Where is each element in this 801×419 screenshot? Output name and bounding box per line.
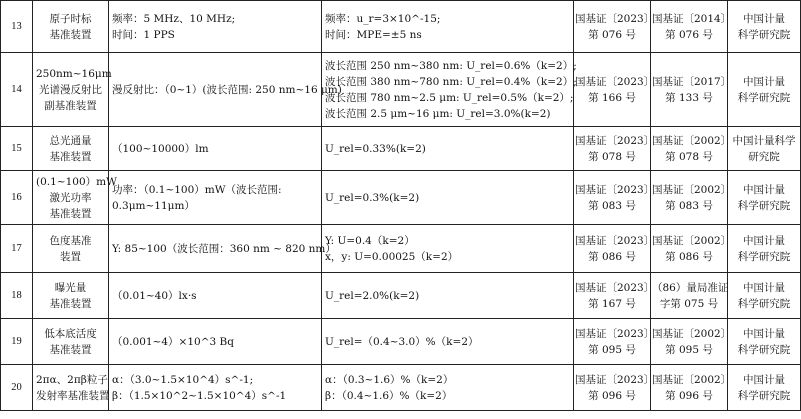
organization: 中国计量 科学研究院 xyxy=(728,171,801,225)
device-name: 2πα、2πβ粒子 发射率基准装置 xyxy=(33,365,109,411)
table-row xyxy=(1,273,801,319)
organization: 中国计量 科学研究院 xyxy=(728,53,801,127)
certificate-new: 国基证〔2023〕 第 083 号 xyxy=(574,171,651,225)
uncertainty: 波长范围 250 nm~380 nm: U_rel=0.6%（k=2）; 波长范围 380 nm~780 nm: U_rel=0.4%（k=2）; 波长范围 780 nm~2.5 μm: U_rel=0.5%（k=2）; 波长范围 2.5 μm~16 μm: U_rel=3.0%(k=2) xyxy=(322,53,574,127)
measurement-range: α：（3.0~1.5×10^4）s^-1; β：（1.5×10^2~1.5×10^4）s^-1 xyxy=(109,365,322,411)
device-name: 低本底活度 基准装置 xyxy=(33,319,109,365)
device-name: (0.1~100）mW 激光功率 基准装置 xyxy=(33,171,109,225)
row-number: 19 xyxy=(1,319,33,365)
uncertainty: α：（0.3~1.6）%（k=2） β：（0.4~1.6）%（k=2） xyxy=(322,365,574,411)
certificate-new: 国基证〔2023〕 第 078 号 xyxy=(574,127,651,171)
certificate-old: 国基证〔2002〕 第 083 号 xyxy=(651,171,728,225)
certificate-new: 国基证〔2023〕 第 166 号 xyxy=(574,53,651,127)
table-row xyxy=(1,53,801,127)
uncertainty: U_rel=（0.4~3.0）%（k=2） xyxy=(322,319,574,365)
device-name: 原子时标 基准装置 xyxy=(33,1,109,53)
certificate-old: 国基证〔2002〕 第 095 号 xyxy=(651,319,728,365)
row-number: 14 xyxy=(1,53,33,127)
organization: 中国计量科学 研究院 xyxy=(728,127,801,171)
uncertainty: U_rel=0.3%(k=2) xyxy=(322,171,574,225)
certificate-old: 国基证〔2014〕 第 076 号 xyxy=(651,1,728,53)
table-row xyxy=(1,319,801,365)
device-name: 250nm~16μm 光谱漫反射比 副基准装置 xyxy=(33,53,109,127)
row-number: 16 xyxy=(1,171,33,225)
measurement-range: Y: 85~100（波长范围：360 nm ~ 820 nm） xyxy=(109,225,322,273)
organization: 中国计量 科学研究院 xyxy=(728,365,801,411)
uncertainty: U_rel=0.33%(k=2) xyxy=(322,127,574,171)
organization: 中国计量 科学研究院 xyxy=(728,273,801,319)
device-name: 总光通量 基准装置 xyxy=(33,127,109,171)
measurement-range: （100~10000）lm xyxy=(109,127,322,171)
row-number: 15 xyxy=(1,127,33,171)
certificate-new: 国基证〔2023〕 第 167 号 xyxy=(574,273,651,319)
measurement-range: 漫反射比：（0~1）(波长范围: 250 nm~16 μm) xyxy=(109,53,322,127)
organization: 中国计量 科学研究院 xyxy=(728,1,801,53)
uncertainty: U_rel=2.0%(k=2) xyxy=(322,273,574,319)
device-name: 曝光量 基准装置 xyxy=(33,273,109,319)
table-row xyxy=(1,127,801,171)
row-number: 17 xyxy=(1,225,33,273)
device-name: 色度基准 装置 xyxy=(33,225,109,273)
table-row xyxy=(1,1,801,53)
row-number: 18 xyxy=(1,273,33,319)
table-row xyxy=(1,171,801,225)
measurement-range: 频率：5 MHz、10 MHz; 时间：1 PPS xyxy=(109,1,322,53)
certificate-old: 国基证〔2002〕 第 086 号 xyxy=(651,225,728,273)
certificate-new: 国基证〔2023〕 第 086 号 xyxy=(574,225,651,273)
certificate-old: 国基证〔2002〕 第 078 号 xyxy=(651,127,728,171)
uncertainty: 频率：u_r=3×10^-15; 时间：MPE=±5 ns xyxy=(322,1,574,53)
certificate-new: 国基证〔2023〕 第 095 号 xyxy=(574,319,651,365)
measurement-range: 功率：（0.1~100）mW（波长范围: 0.3μm~11μm） xyxy=(109,171,322,225)
measurement-range: （0.001~4）×10^3 Bq xyxy=(109,319,322,365)
table-row xyxy=(1,365,801,411)
organization: 中国计量 科学研究院 xyxy=(728,319,801,365)
measurement-range: （0.01~40）lx·s xyxy=(109,273,322,319)
uncertainty: Y: U=0.4（k=2） x，y: U=0.00025（k=2） xyxy=(322,225,574,273)
certificate-new: 国基证〔2023〕 第 096 号 xyxy=(574,365,651,411)
certificate-new: 国基证〔2023〕 第 076 号 xyxy=(574,1,651,53)
row-number: 13 xyxy=(1,1,33,53)
certificate-old: 国基证〔2017〕 第 133 号 xyxy=(651,53,728,127)
row-number: 20 xyxy=(1,365,33,411)
organization: 中国计量 科学研究院 xyxy=(728,225,801,273)
certificate-old: 国基证〔2002〕 第 096 号 xyxy=(651,365,728,411)
certificate-old: （86）量局准证 字第 075 号 xyxy=(651,273,728,319)
table-row xyxy=(1,225,801,273)
